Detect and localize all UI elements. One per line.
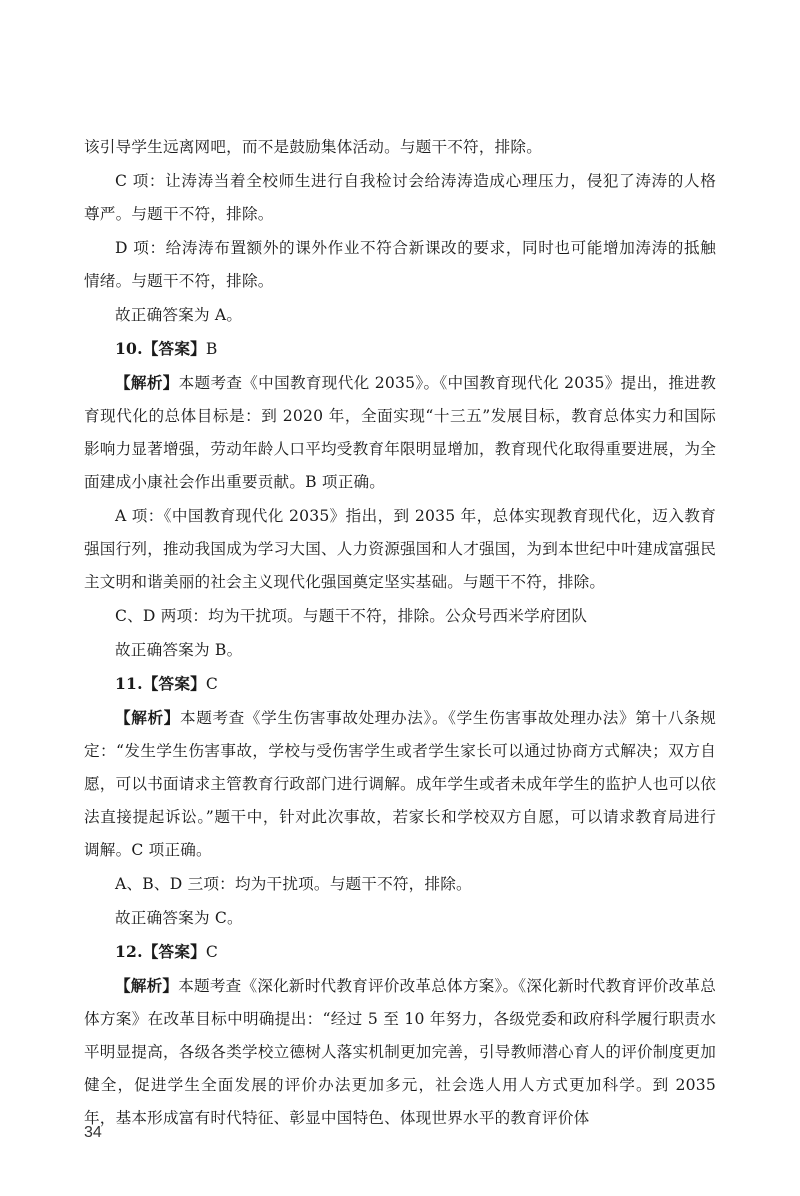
paragraph-text: 故正确答案为 A。: [115, 306, 243, 324]
paragraph-0: [84, 130, 716, 164]
analysis-text: 本题考查《学生伤害事故处理办法》。《学生伤害事故处理办法》第十八条规定：“发生学生伤害事故，学校与受伤害学生或者学生家长可以通过协商方式解决；双方自愿，可以书面请求主管教育行政部门进行调解。成年学生或者未成年学生的监护人也可以依法直接提起诉讼。”题干中，针对此次事故，若家长和学校双方自愿，可以请求教育局进行调解。C 项正确。: [84, 709, 716, 859]
analysis-11: [84, 701, 716, 867]
answer-12: [84, 935, 716, 969]
answer-10: [84, 332, 716, 366]
paragraph-text: 该引导学生远离网吧，而不是鼓励集体活动。与题干不符，排除。: [84, 138, 543, 156]
paragraph-2: [84, 231, 716, 298]
paragraph-text: C 项：让涛涛当着全校师生进行自我检讨会给涛涛造成心理压力，侵犯了涛涛的人格尊严。与题干不符，排除。: [84, 172, 716, 223]
paragraph-8: [84, 633, 716, 667]
answer-value: B: [205, 340, 218, 358]
paragraph-3: [84, 298, 716, 332]
analysis-text: 本题考查《深化新时代教育评价改革总体方案》。《深化新时代教育评价改革总体方案》在改革目标中明确提出：“经过 5 至 10 年努力，各级党委和政府科学履行职责水平明显提高，各级各类学校立德树人落实机制更加完善，引导教师潜心育人的评价制度更加健全，促进学生全面发展的评价办法更加多元，社会选人用人方式更加科学。到 2035 年，基本形成富有时代特征、彰显中国特色、体现世界水平的教育评价体: [84, 977, 716, 1127]
answer-label: 10.【答案】: [115, 339, 206, 358]
analysis-label: 【解析】: [115, 708, 180, 727]
paragraph-text: A 项：《中国教育现代化 2035》指出，到 2035 年，总体实现教育现代化，迈入教育强国行列，推动我国成为学习大国、人力资源强国和人才强国，为到本世纪中叶建成富强民主文明和谐美丽的社会主义现代化强国奠定坚实基础。与题干不符，排除。: [84, 507, 716, 591]
answer-11: [84, 667, 716, 701]
analysis-text: 本题考查《中国教育现代化 2035》。《中国教育现代化 2035》提出，推进教育现代化的总体目标是：到 2020 年，全面实现“十三五”发展目标，教育总体实力和国际影响力显著增强，劳动年龄人口平均受教育年限明显增加，教育现代化取得重要进展，为全面建成小康社会作出重要贡献。B 项正确。: [84, 374, 716, 491]
page-number: 34: [84, 1124, 102, 1141]
paragraph-text: C、D 两项：均为干扰项。与题干不符，排除。公众号西米学府团队: [115, 607, 588, 625]
paragraph-text: 故正确答案为 C。: [115, 909, 243, 927]
answer-value: C: [205, 943, 219, 961]
analysis-label: 【解析】: [115, 976, 179, 995]
paragraph-7: [84, 599, 716, 633]
document-page: [84, 130, 716, 1135]
answer-label: 12.【答案】: [115, 942, 206, 961]
paragraph-text: D 项：给涛涛布置额外的课外作业不符合新课改的要求，同时也可能增加涛涛的抵触情绪。与题干不符，排除。: [84, 239, 716, 290]
paragraph-12: [84, 901, 716, 935]
paragraph-11: [84, 867, 716, 901]
paragraph-text: A、B、D 三项：均为干扰项。与题干不符，排除。: [115, 875, 472, 893]
analysis-label: 【解析】: [115, 373, 179, 392]
analysis-12: [84, 969, 716, 1135]
paragraph-text: 故正确答案为 B。: [115, 641, 243, 659]
paragraph-1: [84, 164, 716, 231]
answer-value: C: [205, 675, 219, 693]
answer-label: 11.【答案】: [115, 674, 206, 693]
analysis-10: [84, 366, 716, 499]
paragraph-6: [84, 499, 716, 599]
